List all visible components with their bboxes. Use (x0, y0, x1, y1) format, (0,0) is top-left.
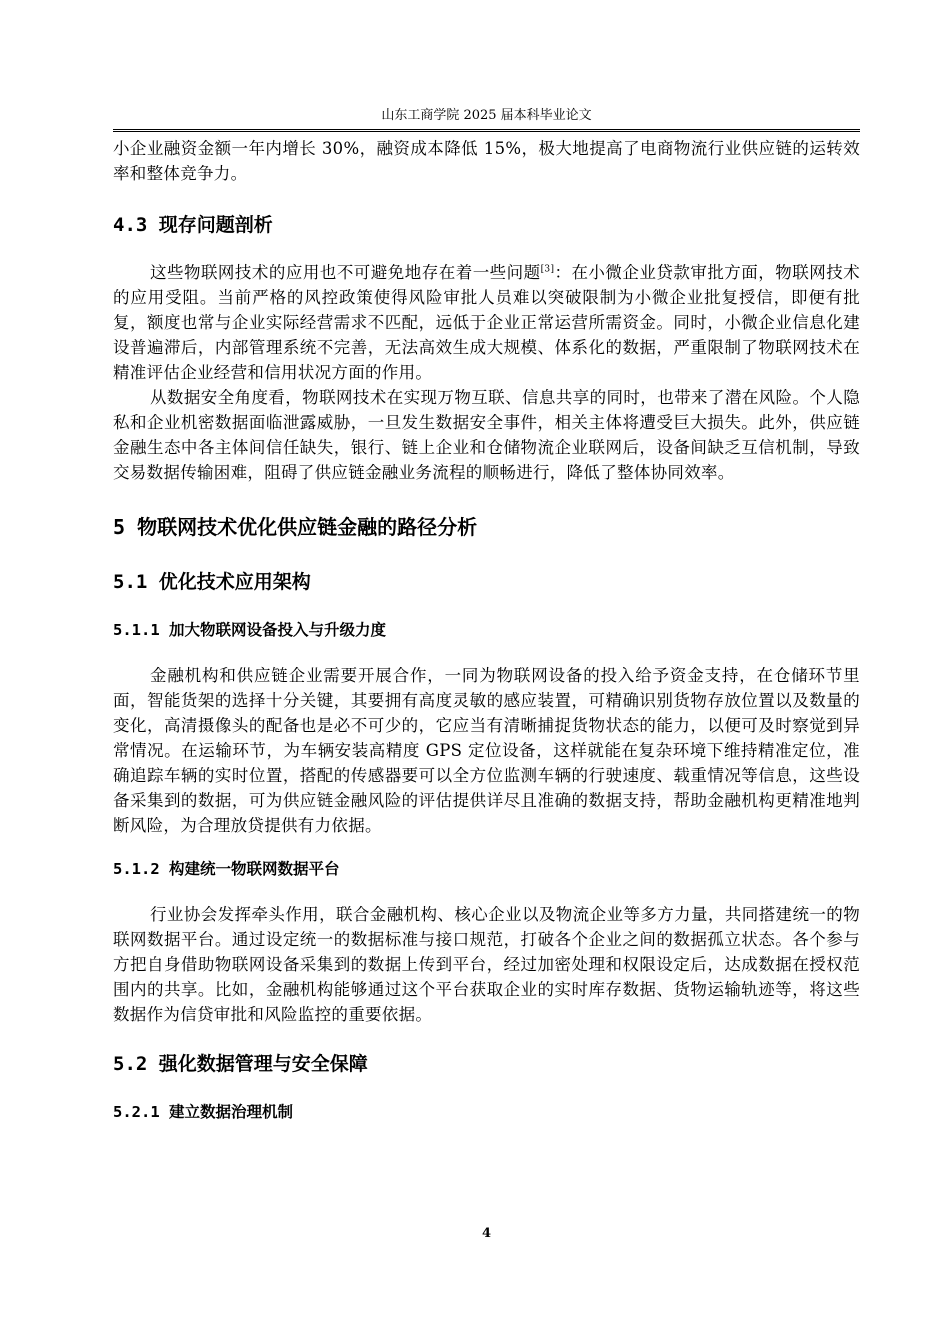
citation-ref: [3] (540, 264, 555, 275)
section-5-1-1-heading: 5.1.1 加大物联网设备投入与升级力度 (113, 621, 386, 639)
page-body (113, 136, 860, 1123)
paragraph-problems-part1: 这些物联网技术的应用也不可避免地存在着一些问题 (150, 263, 541, 282)
section-4-3-heading: 4.3 现存问题剖析 (113, 214, 273, 236)
section-5-1-2-heading: 5.1.2 构建统一物联网数据平台 (113, 860, 340, 878)
header-rule-thin (113, 131, 860, 132)
paragraph-problems-part2: ：在小微企业贷款审批方面，物联网技术的应用受阻。当前严格的风控政策使得风险审批人员难以突破限制为小微企业批复授信，即便有批复，额度也常与企业实际经营需求不匹配，远低于企业正常运营所需资金。同时，小微企业信息化建设普遍滞后，内部管理系统不完善，无法高效生成大规模、体系化的数据，严重限制了物联网技术在精准评估企业经营和信用状况方面的作用。 (113, 263, 860, 382)
paragraph-data-security: 从数据安全角度看，物联网技术在实现万物互联、信息共享的同时，也带来了潜在风险。个人隐私和企业机密数据面临泄露威胁，一旦发生数据安全事件，相关主体将遭受巨大损失。此外，供应链金融生态中各主体间信任缺失，银行、链上企业和仓储物流企业联网后，设备间缺乏互信机制，导致交易数据传输困难，阻碍了供应链金融业务流程的顺畅进行，降低了整体协同效率。 (113, 388, 860, 482)
paragraph-data-platform: 行业协会发挥牵头作用，联合金融机构、核心企业以及物流企业等多方力量，共同搭建统一的物联网数据平台。通过设定统一的数据标准与接口规范，打破各个企业之间的数据孤立状态。各个参与方把自身借助物联网设备采集到的数据上传到平台，经过加密处理和权限设定后，达成数据在授权范围内的共享。比如，金融机构能够通过这个平台获取企业的实时库存数据、货物运输轨迹等，将这些数据作为信贷审批和风险监控的重要依据。 (113, 905, 860, 1024)
page-number: 4 (481, 1226, 492, 1241)
paragraph-problems (113, 260, 860, 385)
section-5-1-heading: 5.1 优化技术应用架构 (113, 571, 311, 593)
paragraph-device-investment: 金融机构和供应链企业需要开展合作，一同为物联网设备的投入给予资金支持，在仓储环节里面，智能货架的选择十分关键，其要拥有高度灵敏的感应装置，可精确识别货物存放位置以及数量的变化，高清摄像头的配备也是必不可少的，它应当有清晰捕捉货物状态的能力，以便可及时察觉到异常情况。在运输环节，为车辆安装高精度 GPS 定位设备，这样就能在复杂环境下维持精准定位，准确追踪车辆的实时位置，搭配的传感器要可以全方位监测车辆的行驶速度、载重情况等信息，这些设备采集到的数据，可为供应链金融风险的评估提供详尽且准确的数据支持，帮助金融机构更精准地判断风险，为合理放贷提供有力依据。 (113, 666, 860, 835)
chapter-5-heading: 5 物联网技术优化供应链金融的路径分析 (113, 515, 478, 539)
section-5-2-1-heading: 5.2.1 建立数据治理机制 (113, 1103, 293, 1121)
paragraph-continued: 小企业融资金额一年内增长 30%，融资成本降低 15%，极大地提高了电商物流行业供应链的运转效率和整体竞争力。 (113, 139, 860, 183)
section-5-2-heading: 5.2 强化数据管理与安全保障 (113, 1053, 368, 1075)
running-header: 山东工商学院 2025 届本科毕业论文 (381, 108, 592, 123)
header-rule (113, 129, 860, 130)
